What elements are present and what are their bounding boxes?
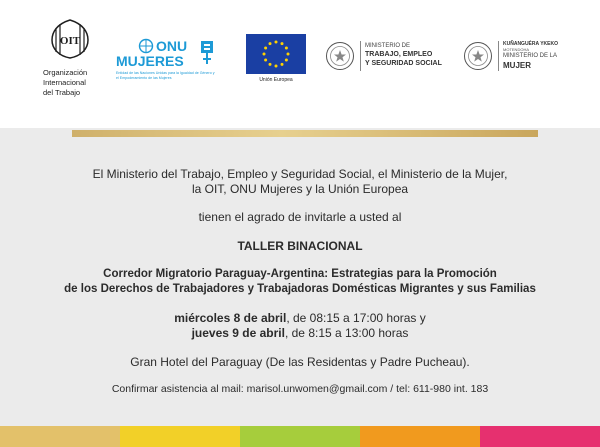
logo-header xyxy=(0,0,600,128)
ministerio-mujer-divider xyxy=(498,41,499,71)
eu-flag-icon xyxy=(246,34,306,74)
eu-star-icon xyxy=(269,42,272,45)
onu-mujeres-logo: ONU MUJERES Entidad de las Naciones Unidas para la Igualdad de Género y el Empoderamiento de las Mujeres xyxy=(116,38,215,80)
venue: Gran Hotel del Paraguay (De las Residentas y Padre Pucheau). xyxy=(130,355,470,369)
intro-line-1: El Ministerio del Trabajo, Empleo y Seguridad Social, el Ministerio de la Mujer, xyxy=(92,167,508,181)
oit-emblem-icon xyxy=(47,18,93,60)
date-line-1 xyxy=(0,311,600,325)
eu-star-icon xyxy=(264,59,267,62)
date-2: jueves 9 de abril xyxy=(191,326,285,340)
ministerio-trabajo-logo: MINISTERIO DE TRABAJO, EMPLEO Y SEGURIDAD SOCIAL xyxy=(325,39,455,75)
un-emblem-icon xyxy=(138,38,154,54)
svg-text:OIT: OIT xyxy=(59,35,81,47)
event-title-line-2: de los Derechos de Trabajadores y Trabajadoras Domésticas Migrantes y sus Familias xyxy=(64,283,536,295)
footer-stripe xyxy=(480,426,600,447)
oit-logo xyxy=(43,18,101,100)
eu-star-icon xyxy=(269,63,272,66)
footer-stripe xyxy=(240,426,360,447)
eu-star-icon xyxy=(281,42,284,45)
equality-symbol-icon xyxy=(200,40,214,66)
color-stripe-footer xyxy=(0,426,600,447)
eu-logo: Unión Europea xyxy=(244,34,308,86)
paraguay-seal-icon xyxy=(463,41,493,71)
date-1: miércoles 8 de abril xyxy=(174,311,287,325)
eu-star-icon xyxy=(285,59,288,62)
rsvp-contact: Confirmar asistencia al mail: marisol.unwomen@gmail.com / tel: 611-980 int. 183 xyxy=(111,383,489,395)
intro-line-2: la OIT, ONU Mujeres y la Unión Europea xyxy=(191,182,409,196)
oit-name: Organización Internacional del Trabajo xyxy=(43,68,88,97)
date-2-hours: , de 8:15 a 13:00 horas xyxy=(284,326,409,340)
eu-star-icon xyxy=(264,47,267,50)
eu-star-icon xyxy=(281,63,284,66)
footer-stripe xyxy=(360,426,480,447)
footer-stripe xyxy=(120,426,240,447)
date-line-2 xyxy=(0,326,600,340)
eu-star-icon xyxy=(263,53,266,56)
footer-stripe xyxy=(0,426,120,447)
eu-star-icon xyxy=(275,65,278,68)
eu-star-icon xyxy=(275,41,278,44)
invite-text: tienen el agrado de invitarle a usted al xyxy=(198,210,402,224)
event-type: TALLER BINACIONAL xyxy=(237,239,363,253)
date-1-hours: , de 08:15 a 17:00 horas y xyxy=(286,311,426,325)
gold-divider-bar xyxy=(72,130,538,137)
eu-star-icon xyxy=(285,47,288,50)
eu-star-icon xyxy=(287,53,290,56)
ministerio-mujer-logo: KUÑANGUÉRA YKEKO MOTENDOHA MINISTERIO DE LA MUJER xyxy=(463,39,573,75)
paraguay-seal-icon xyxy=(325,41,355,71)
ministerio-trabajo-divider xyxy=(360,41,361,71)
event-title-line-1: Corredor Migratorio Paraguay-Argentina: Estrategias para la Promoción xyxy=(103,268,497,280)
